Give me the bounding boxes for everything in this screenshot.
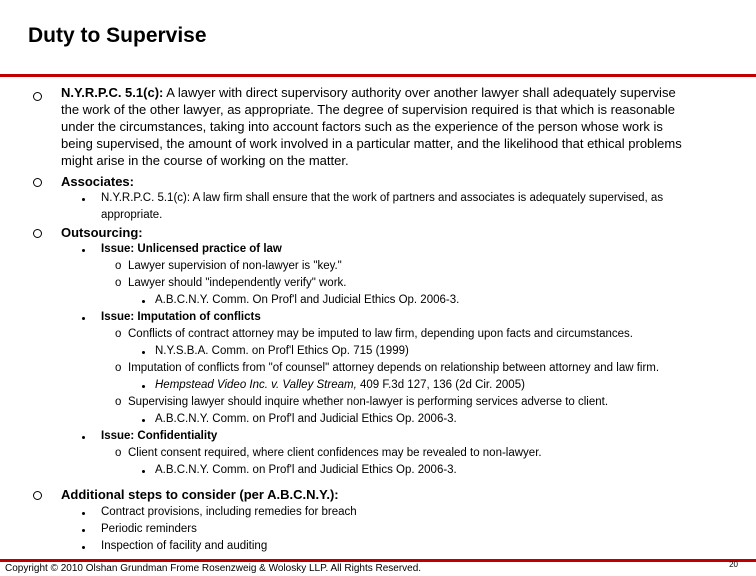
footer-divider (0, 559, 756, 562)
rule-label: N.Y.R.P.C. 5.1(c): (61, 85, 164, 100)
slide-title: Duty to Supervise (28, 24, 207, 47)
outsourcing-heading: Outsourcing: (61, 225, 143, 240)
ring-bullet-icon (33, 491, 42, 500)
page-number: 20 (729, 560, 738, 569)
dot-bullet-icon (142, 351, 145, 354)
dot-bullet-icon (142, 470, 145, 473)
o-bullet-icon: o (115, 396, 122, 408)
issue1-cite1: A.B.C.N.Y. Comm. On Prof'l and Judicial Ethics Op. 2006-3. (155, 294, 460, 306)
ring-bullet-icon (33, 229, 42, 238)
issue2-sub2: Imputation of conflicts from "of counsel" attorney depends on relationship between attorney and law firm. (128, 362, 660, 374)
dot-bullet-icon (82, 317, 85, 320)
associates-item: N.Y.R.P.C. 5.1(c): A law firm shall ensure that the work of partners and associates is adequately supervised, as appropriate. (101, 192, 664, 221)
issue1-sub2: Lawyer should "independently verify" work. (128, 277, 347, 289)
issue1-sub1: Lawyer supervision of non-lawyer is "key." (128, 260, 342, 272)
o-bullet-icon: o (115, 362, 122, 374)
dot-bullet-icon (82, 512, 85, 515)
issue2-sub3: Supervising lawyer should inquire whether non-lawyer is performing services adverse to client. (128, 396, 609, 408)
case-reporter: 409 F.3d 127, 136 (2d Cir. 2005) (359, 379, 525, 391)
case-name: Hempstead Video Inc. v. Valley Stream, (155, 379, 357, 391)
o-bullet-icon: o (115, 447, 122, 459)
ring-bullet-icon (33, 92, 42, 101)
rule-5-1c-paragraph (61, 84, 691, 169)
dot-bullet-icon (82, 546, 85, 549)
dot-bullet-icon (82, 198, 85, 201)
issue2-cite3: A.B.C.N.Y. Comm. on Prof'l and Judicial Ethics Op. 2006-3. (155, 413, 457, 425)
issue-confidentiality: Issue: Confidentiality (101, 430, 218, 442)
o-bullet-icon: o (115, 260, 122, 272)
issue3-sub1: Client consent required, where client confidences may be revealed to non-lawyer. (128, 447, 542, 459)
ring-bullet-icon (33, 178, 42, 187)
issue3-cite1: A.B.C.N.Y. Comm. on Prof'l and Judicial Ethics Op. 2006-3. (155, 464, 457, 476)
dot-bullet-icon (142, 385, 145, 388)
dot-bullet-icon (82, 249, 85, 252)
step-item: Periodic reminders (101, 523, 197, 535)
dot-bullet-icon (82, 529, 85, 532)
footer-copyright: Copyright © 2010 Olshan Grundman Frome Rosenzweig & Wolosky LLP. All Rights Reserved. (5, 563, 422, 574)
associates-heading: Associates: (61, 174, 134, 189)
title-divider (0, 74, 756, 77)
issue2-cite1: N.Y.S.B.A. Comm. on Prof'l Ethics Op. 715 (1999) (155, 345, 409, 357)
issue2-sub1: Conflicts of contract attorney may be imputed to law firm, depending upon facts and circumstances. (128, 328, 633, 340)
issue-unlicensed-practice: Issue: Unlicensed practice of law (101, 243, 282, 255)
o-bullet-icon: o (115, 328, 122, 340)
additional-steps-heading: Additional steps to consider (per A.B.C.N.Y.): (61, 487, 339, 502)
dot-bullet-icon (142, 300, 145, 303)
issue-imputation-conflicts: Issue: Imputation of conflicts (101, 311, 261, 323)
step-item: Contract provisions, including remedies for breach (101, 506, 357, 518)
step-item: Inspection of facility and auditing (101, 540, 268, 552)
issue2-cite2 (155, 377, 525, 394)
dot-bullet-icon (82, 436, 85, 439)
rule-text: A lawyer with direct supervisory authority over another lawyer shall adequately supervise the work of the other lawyer, as appropriate. The degree of supervision required is that which is reasonable under the circumstances, taking into account factors such as the experience of the person whose work is being supervised, the amount of work involved in a particular matter, and the likelihood that ethical problems might arise in the course of working on the matter. (61, 85, 682, 168)
o-bullet-icon: o (115, 277, 122, 289)
dot-bullet-icon (142, 419, 145, 422)
